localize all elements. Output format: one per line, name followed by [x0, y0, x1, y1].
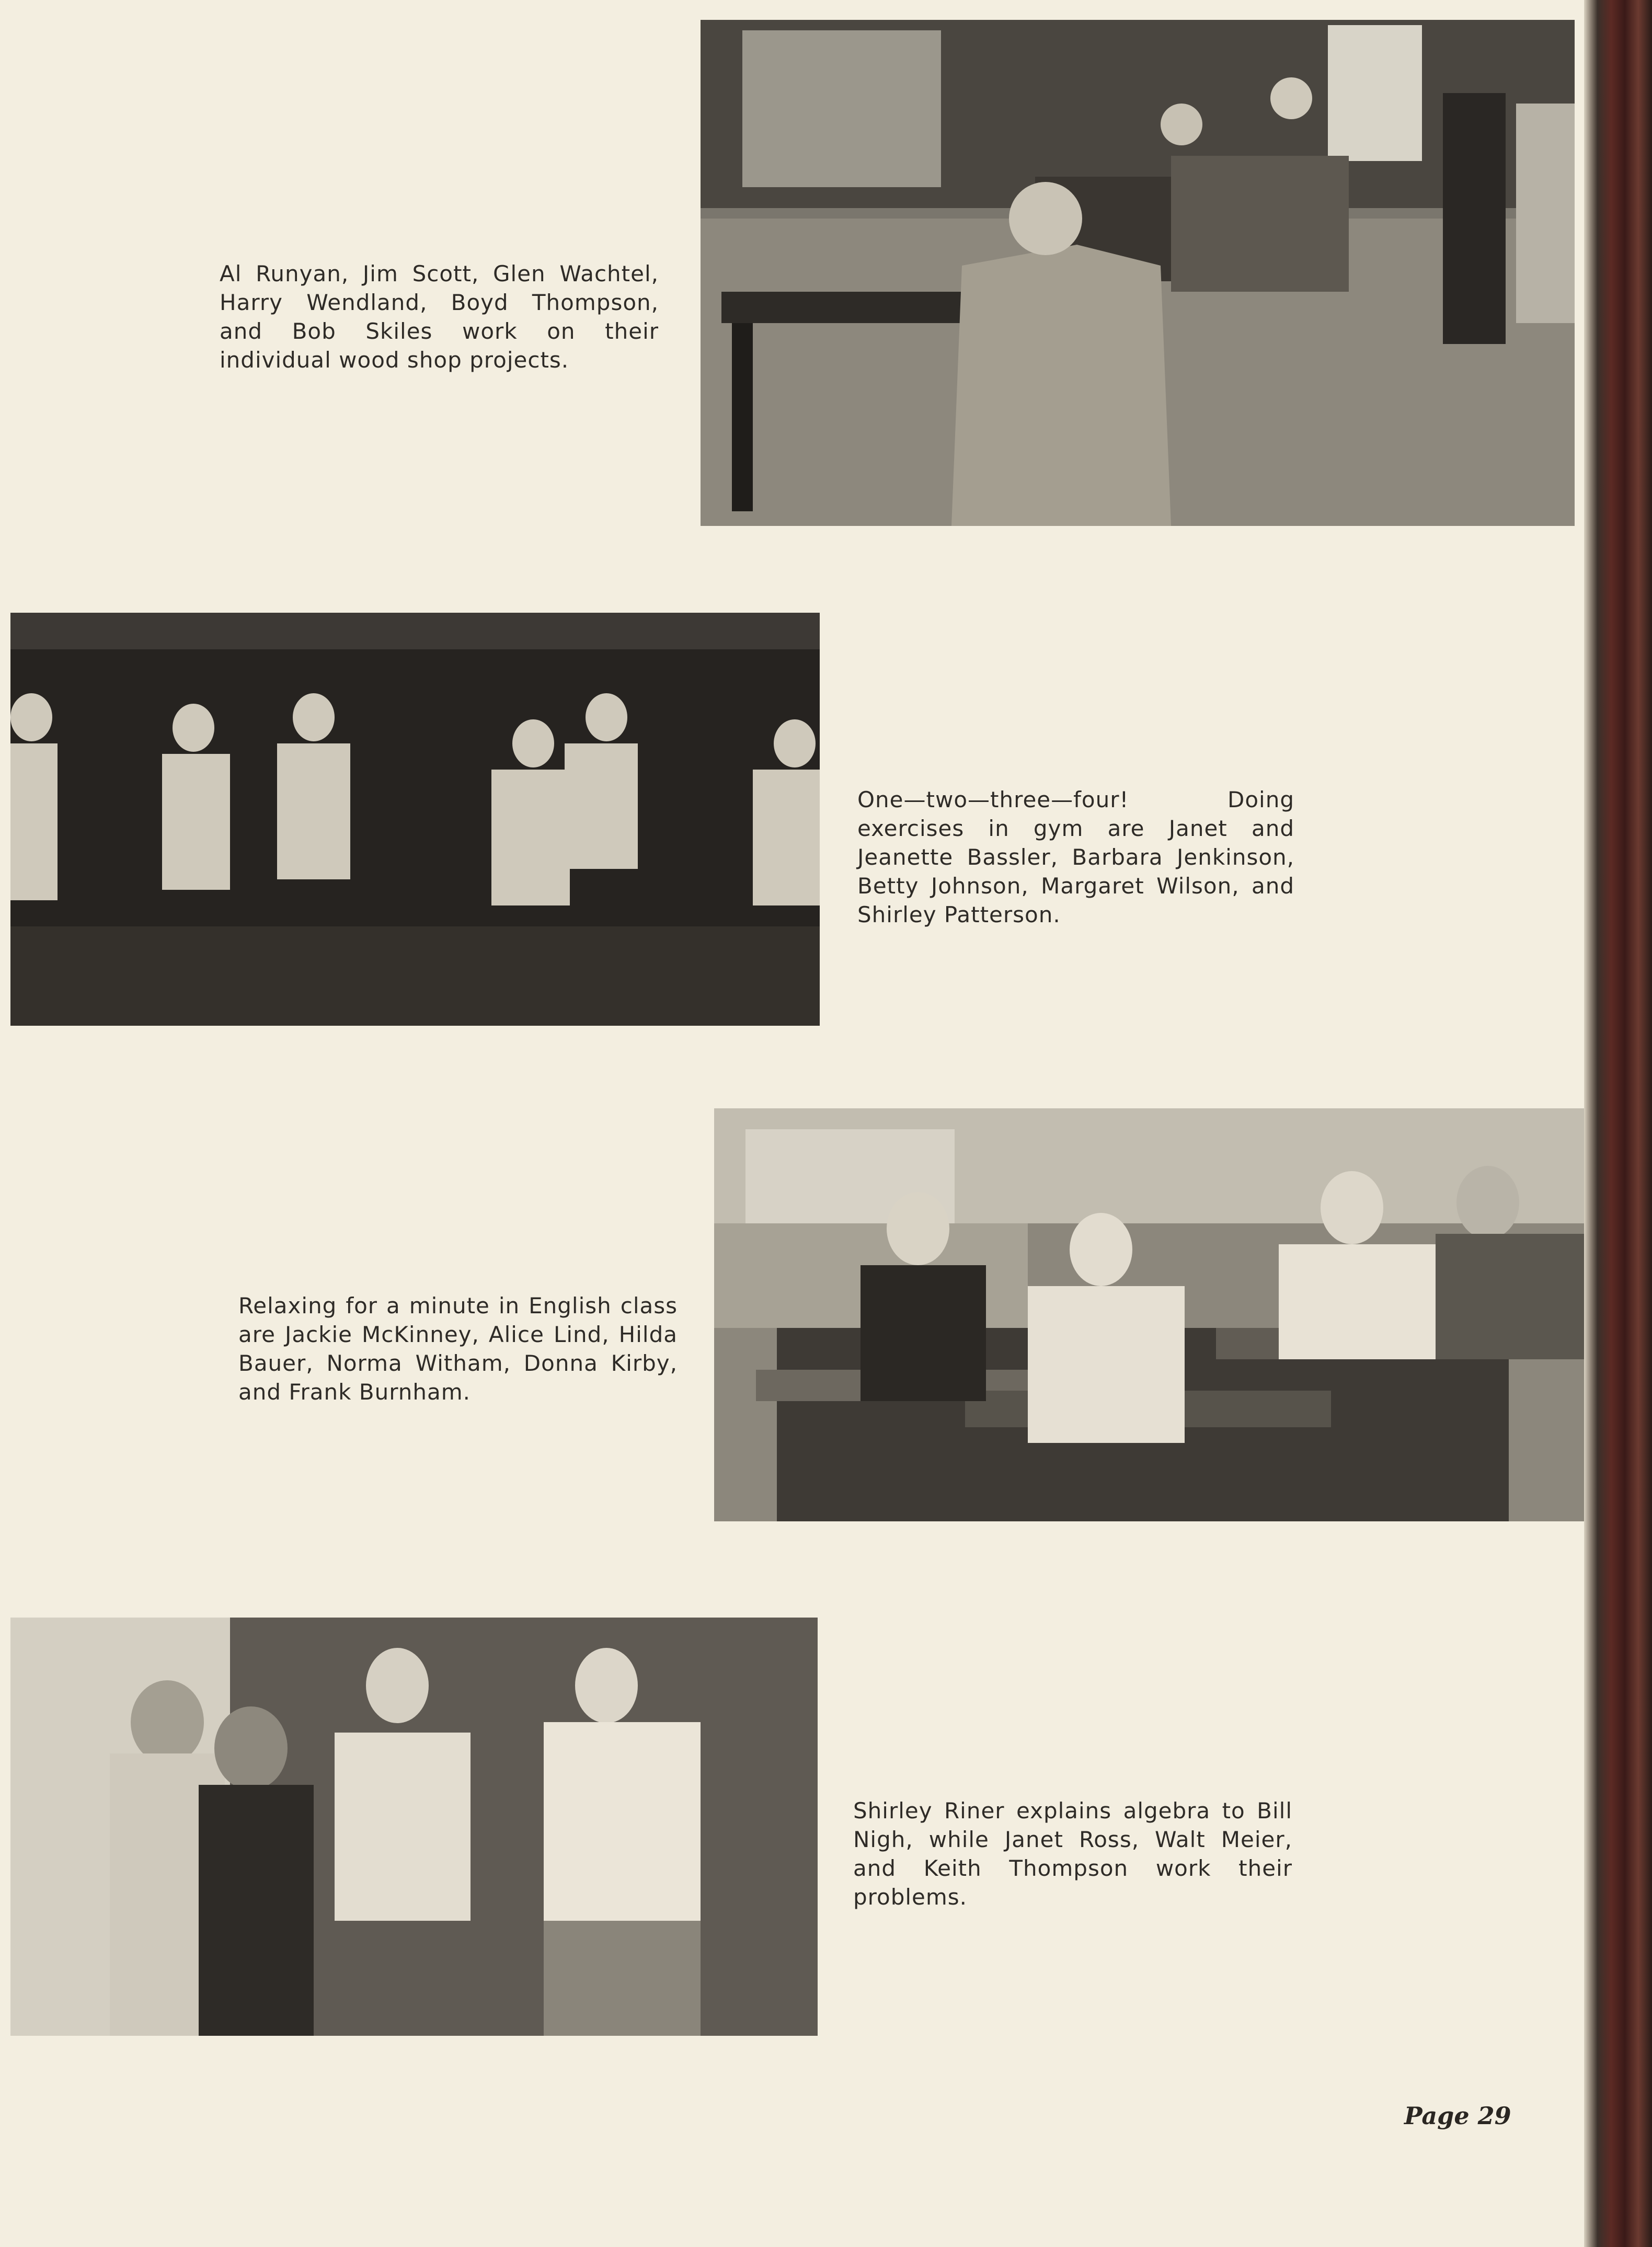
gym-caption: One—two—three—four! Doing exercises in gym are Janet and Jeanette Bassler, Barbara Jenkinson, Betty Johnson, Margaret Wilson, and Shirley Patterson. — [857, 787, 1294, 927]
english-class-photo — [714, 1108, 1584, 1521]
english-caption: Relaxing for a minute in English class are Jackie McKinney, Alice Lind, Hilda Bauer, Norma Witham, Donna Kirby, and Frank Burnham. — [238, 1293, 678, 1405]
algebra-caption: Shirley Riner explains algebra to Bill Nigh, while Janet Ross, Walt Meier, and Keith Thompson work their problems. — [853, 1798, 1292, 1910]
book-binding — [1584, 0, 1652, 2247]
woodshop-caption: Al Runyan, Jim Scott, Glen Wachtel, Harry Wendland, Boyd Thompson, and Bob Skiles work on their individual wood shop projects. — [220, 261, 659, 373]
gym-photo — [10, 613, 820, 1026]
woodshop-photo — [701, 20, 1575, 526]
algebra-photo — [10, 1618, 818, 2036]
page-number: Page 29 — [1404, 2102, 1511, 2130]
